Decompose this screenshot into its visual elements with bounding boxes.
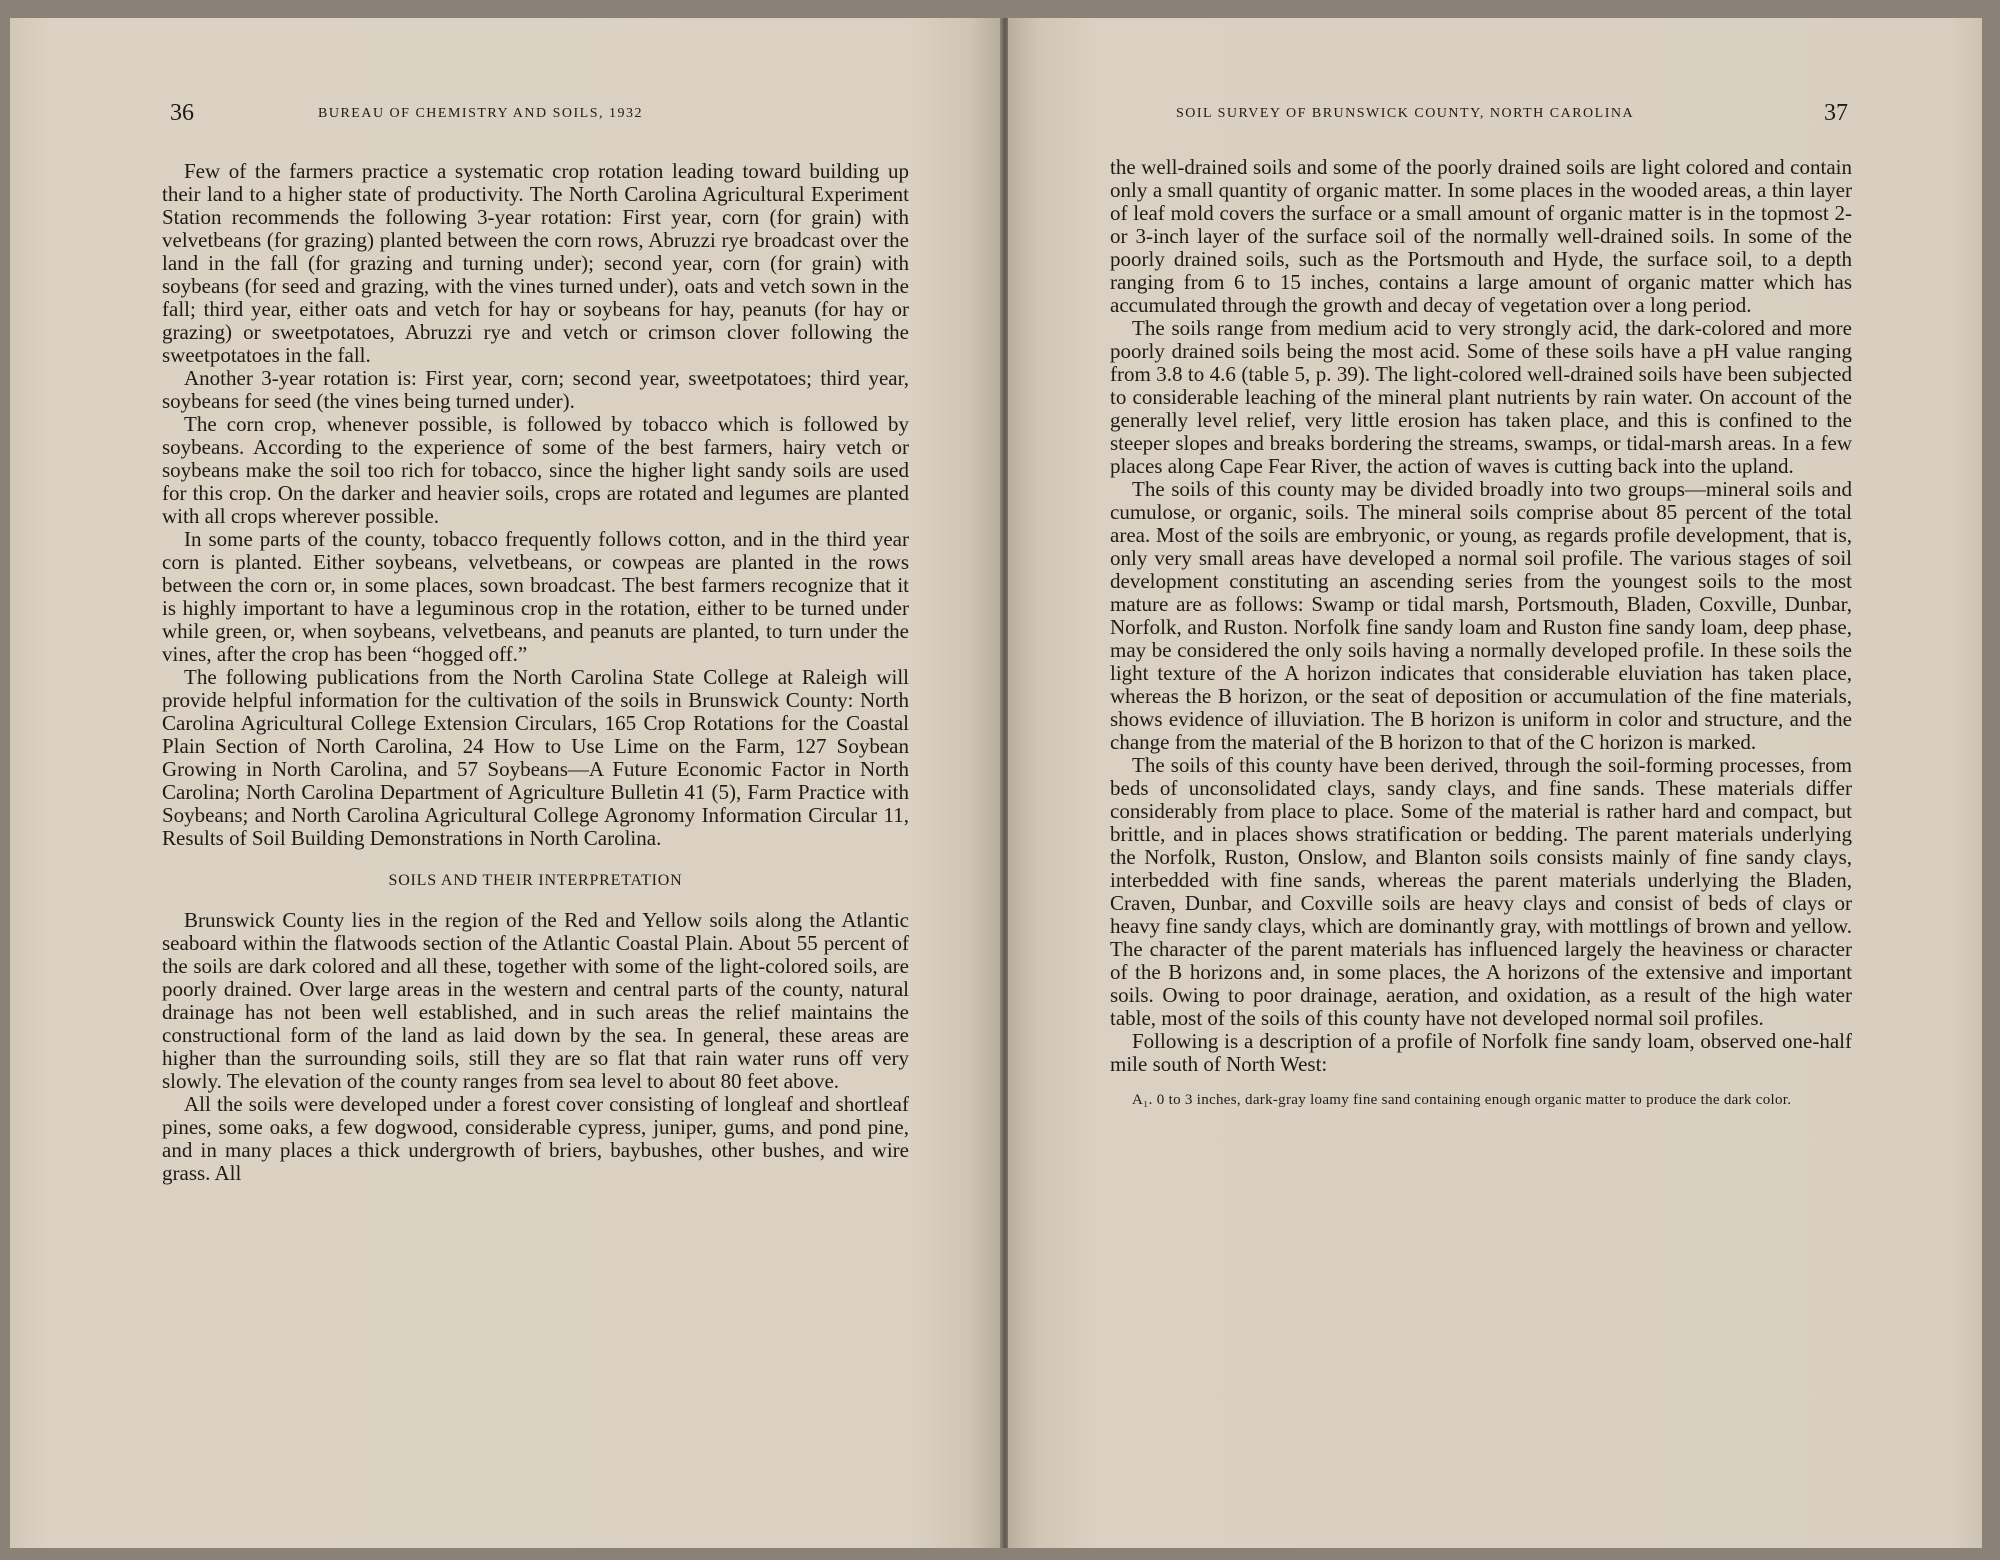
paragraph-soil-acidity: The soils range from medium acid to very strongly acid, the dark-colored and more poorly drained soils being the most acid. Some of these soils have a pH value ranging from 3.8 to 4.6 (table 5, p. 39). The light-colored well-drained soils have been subjected to considerable leaching of the mineral plant nutrients by rain water. On account of the generally level relief, very little erosion has taken place, and this is confined to the steeper slopes and breaks bordering the streams, swamps, or tidal-marsh areas. In a few places along Cape Fear River, the action of waves is cutting back into the upland. — [1110, 316, 1852, 478]
left-text-column — [162, 160, 909, 1185]
right-page — [1008, 18, 1982, 1548]
paragraph-continued-organic-matter: the well-drained soils and some of the poorly drained soils are light colored and contain only a small quantity of organic matter. In some places in the wooded areas, a thin layer of leaf mold covers the surface or a small amount of organic matter is in the topmost 2- or 3-inch layer of the surface soil of the normally well-drained soils. In some of the poorly drained soils, such as the Portsmouth and Hyde, the surface soil, to a depth ranging from 6 to 15 inches, contains a large amount of organic matter which has accumulated through the growth and decay of vegetation over a long period. — [1110, 155, 1852, 317]
paragraph-crop-rotation: Few of the farmers practice a systematic crop rotation leading toward building up their land to a higher state of productivity. The North Carolina Agricultural Experiment Station recommends the following 3-year rotation: First year, corn (for grain) with velvetbeans (for grazing) planted between the corn rows, Abruzzi rye broadcast over the land in the fall (for grazing and turning under); second year, corn (for grain) with soybeans (for seed and grazing, with the vines turned under), oats and vetch sown in the fall; third year, either oats and vetch for hay or soybeans for hay, peanuts (for hay or grazing) or sweetpotatoes, Abruzzi rye and vetch or crimson clover following the sweetpotatoes in the fall. — [162, 159, 909, 367]
profile-entry-a1 — [1132, 1092, 1852, 1109]
paragraph-brunswick-region: Brunswick County lies in the region of the Red and Yellow soils along the Atlantic seaboard within the flatwoods section of the Atlantic Coastal Plain. About 55 percent of the soils are dark colored and all these, together with some of the light-colored soils, are poorly drained. Over large areas in the western and central parts of the county, natural drainage has not been well established, and in such areas the relief maintains the constructional form of the land as laid down by the sea. In general, these areas are higher than the surrounding soils, still they are so flat that rain water runs off very slowly. The elevation of the county ranges from sea level to about 80 feet above. — [162, 908, 909, 1093]
profile-entry-text: dark-gray loamy fine sand containing enough organic matter to produce the dark color. — [1245, 1092, 1792, 1108]
left-running-header: BUREAU OF CHEMISTRY AND SOILS, 1932 — [318, 106, 644, 121]
section-heading: SOILS AND THEIR INTERPRETATION — [388, 872, 683, 889]
paragraph-tobacco-cotton: In some parts of the county, tobacco frequently follows cotton, and in the third year corn is planted. Either soybeans, velvetbeans, or cowpeas are planted in the rows between the corn or, in some places, sown broadcast. The best farmers recognize that it is highly important to have a leguminous crop in the rotation, either to be turned under while green, or, when soybeans, velvetbeans, and peanuts are planted, to turn under the vines, after the crop has been “hogged off.” — [162, 527, 909, 666]
paragraph-soil-groups: The soils of this county may be divided broadly into two groups—mineral soils and cumulose, or organic, soils. The mineral soils comprise about 85 percent of the total area. Most of the soils are embryonic, or young, as regards profile development, that is, only very small areas have developed a normal soil profile. The various stages of soil development constituting an ascending series from the youngest soils to the most mature are as follows: Swamp or tidal marsh, Portsmouth, Bladen, Coxville, Dunbar, Norfolk, and Ruston. Norfolk fine sandy loam and Ruston fine sandy loam, deep phase, may be considered the only soils having a normally developed profile. In these soils the light texture of the A horizon indicates that considerable eluviation has taken place, whereas the B horizon, or the seat of deposition or accumulation of the fine materials, shows evidence of illuviation. The B horizon is uniform in color and structure, and the change from the material of the B horizon to that of the C horizon is marked. — [1110, 477, 1852, 754]
paragraph-forest-cover: All the soils were developed under a forest cover consisting of longleaf and shortleaf pines, some oaks, a few dogwood, considerable cypress, juniper, gums, and pond pine, and in many places a thick undergrowth of briers, baybushes, other bushes, and wire grass. All — [162, 1092, 909, 1185]
right-running-header: SOIL SURVEY OF BRUNSWICK COUNTY, NORTH CAROLINA — [1176, 106, 1635, 121]
paragraph-publications: The following publications from the North Carolina State College at Raleigh will provide helpful information for the cultivation of the soils in Brunswick County: North Carolina Agricultural College Extension Circulars, 165 Crop Rotations for the Coastal Plain Section of North Carolina, 24 How to Use Lime on the Farm, 127 Soybean Growing in North Carolina, and 57 Soybeans—A Future Economic Factor in North Carolina; North Carolina Department of Agriculture Bulletin 41 (5), Farm Practice with Soybeans; and North Carolina Agricultural College Agronomy Information Circular 11, Results of Soil Building Demonstrations in North Carolina. — [162, 665, 909, 850]
paragraph-parent-materials: The soils of this county have been derived, through the soil-forming processes, from beds of unconsolidated clays, sandy clays, and fine sands. These materials differ considerably from place to place. Some of the material is rather hard and compact, but brittle, and in places shows stratification or bedding. The parent materials underlying the Norfolk, Ruston, Onslow, and Blanton soils consists mainly of fine sandy clays, interbedded with fine sands, whereas the parent materials underlying the Bladen, Craven, Dunbar, and Coxville soils are heavy clays and consist of beds of clays or heavy fine sandy clays, which are dominantly gray, with mottlings of brown and yellow. The character of the parent materials has influenced largely the heaviness or character of the B horizons and, in some places, the A horizons of the extensive and important soils. Owing to poor drainage, aeration, and oxidation, as a result of the high water table, most of the soils of this county have not developed normal soil profiles. — [1110, 753, 1852, 1030]
paragraph-another-rotation: Another 3-year rotation is: First year, corn; second year, sweetpotatoes; third year, soybeans for seed (the vines being turned under). — [162, 366, 909, 413]
left-page-number: 36 — [170, 100, 194, 126]
paragraph-corn-crop: The corn crop, whenever possible, is followed by tobacco which is followed by soybeans. According to the experience of some of the best farmers, hairy vetch or soybeans make the soil too rich for tobacco, since the higher light sandy soils are used for this crop. On the darker and heavier soils, crops are rotated and legumes are planted with all crops wherever possible. — [162, 412, 909, 528]
profile-entry-label: A₁. 0 to 3 inches, — [1132, 1092, 1241, 1108]
right-page-number: 37 — [1824, 100, 1848, 126]
paragraph-profile-intro: Following is a description of a profile of Norfolk fine sandy loam, observed one-half mile south of North West: — [1110, 1029, 1852, 1076]
book-spread — [10, 18, 1982, 1548]
right-text-column — [1110, 156, 1852, 1109]
left-page — [10, 18, 1002, 1548]
